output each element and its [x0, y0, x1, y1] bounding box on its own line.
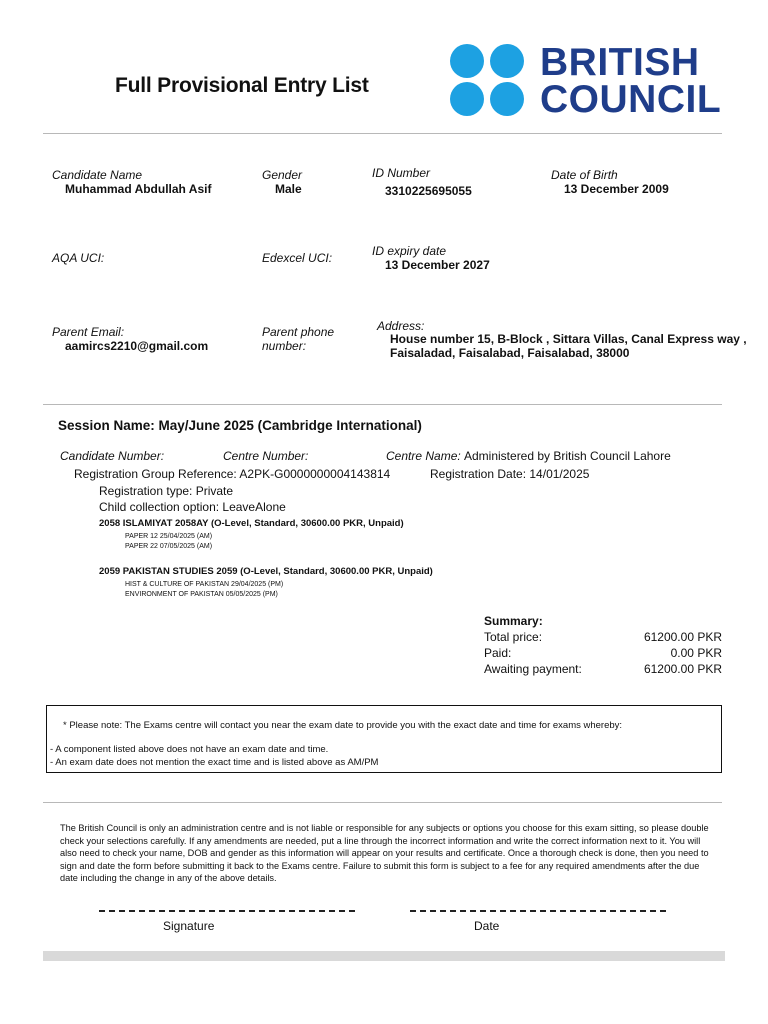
dob-label: Date of Birth [551, 168, 618, 182]
parent-email-value: aamircs2210@gmail.com [65, 339, 209, 353]
id-expiry-label: ID expiry date [372, 244, 447, 258]
address-line-1: House number 15, B-Block , Sittara Villas, Canal Express way , [390, 332, 747, 346]
address-line-2: Faisaladad, Faisalabad, Faisalabad, 38000 [390, 346, 630, 360]
candidate-name: Muhammad Abdullah Asif [65, 182, 212, 196]
centre-name-label: Centre Name: [386, 449, 461, 463]
summary-row: Paid: 0.00 PKR [484, 646, 722, 660]
parent-phone-label: Parent phone number: [262, 325, 335, 353]
summary-heading: Summary: [484, 614, 543, 628]
gender-value: Male [275, 182, 302, 196]
notice-line: * Please note: The Exams centre will contact you near the exam date to provide you with the exact date and time for exams whereby: [63, 720, 623, 731]
divider [43, 404, 722, 405]
paper-entry: HIST & CULTURE OF PAKISTAN 29/04/2025 (PM) [125, 581, 284, 588]
exam-notice-box [46, 705, 722, 773]
logo-word-council: COUNCIL [540, 78, 722, 121]
dob-value: 13 December 2009 [564, 182, 669, 196]
footer-bar [43, 951, 725, 961]
registration-type: Registration type: Private [99, 484, 234, 498]
parent-email-label: Parent Email: [52, 325, 125, 339]
candidate-name-label: Candidate Name [52, 168, 143, 182]
paper-entry: PAPER 22 07/05/2025 (AM) [125, 543, 213, 550]
subject-heading: 2059 PAKISTAN STUDIES 2059 (O-Level, Standard, 30600.00 PKR, Unpaid) [99, 566, 433, 577]
logo-word-british: BRITISH [540, 41, 700, 84]
british-council-logo [450, 41, 722, 121]
registration-group-reference: Registration Group Reference: A2PK-G0000000004143814 [74, 467, 391, 481]
summary-row: Total price: 61200.00 PKR [484, 630, 722, 644]
aqa-uci-label: AQA UCI: [52, 251, 105, 265]
notice-line: - An exam date does not mention the exact time and is listed above as AM/PM [50, 757, 379, 768]
centre-number-label: Centre Number: [223, 449, 309, 463]
session-name: Session Name: May/June 2025 (Cambridge International) [58, 418, 422, 433]
id-number-label: ID Number [372, 166, 431, 180]
disclaimer-text: The British Council is only an administration centre and is not liable or responsible for any subjects or options you choose for this exam sitting, so please double check your selections carefully. If any amendments are needed, put a line through the incorrect information and write the correct information next to it. You will also need to check your name, DOB and gender as this information will appear on your results and certificate. Once a thorough check is done, then you need to sign and date the form before submitting it back to the Exams centre. Failure to submit this form is subject to a fee for any required amendments after the due date including the change in any of the above details. [60, 823, 709, 884]
paper-entry: ENVIRONMENT OF PAKISTAN 05/05/2025 (PM) [125, 591, 278, 598]
signature-label: Signature [163, 919, 215, 933]
subject-heading: 2058 ISLAMIYAT 2058AY (O-Level, Standard, 30600.00 PKR, Unpaid) [99, 518, 404, 529]
id-number-value: 3310225695055 [385, 184, 472, 198]
registration-date: Registration Date: 14/01/2025 [430, 467, 590, 481]
address-label: Address: [377, 319, 425, 333]
divider [43, 133, 722, 134]
candidate-number-label: Candidate Number: [60, 449, 165, 463]
edexcel-uci-label: Edexcel UCI: [262, 251, 333, 265]
notice-line: - A component listed above does not have an exam date and time. [50, 744, 329, 755]
child-collection-option: Child collection option: LeaveAlone [99, 500, 286, 514]
logo-dots-icon [450, 42, 536, 118]
payment-summary [484, 614, 722, 678]
signature-line [99, 910, 355, 912]
centre-name-value: Administered by British Council Lahore [464, 449, 671, 463]
summary-row: Awaiting payment: 61200.00 PKR [484, 662, 722, 676]
id-expiry-value: 13 December 2027 [385, 258, 490, 272]
paper-entry: PAPER 12 25/04/2025 (AM) [125, 533, 213, 540]
date-label: Date [474, 919, 500, 933]
date-line [410, 910, 666, 912]
page-title: Full Provisional Entry List [115, 74, 369, 97]
divider [43, 802, 722, 803]
gender-label: Gender [262, 168, 303, 182]
